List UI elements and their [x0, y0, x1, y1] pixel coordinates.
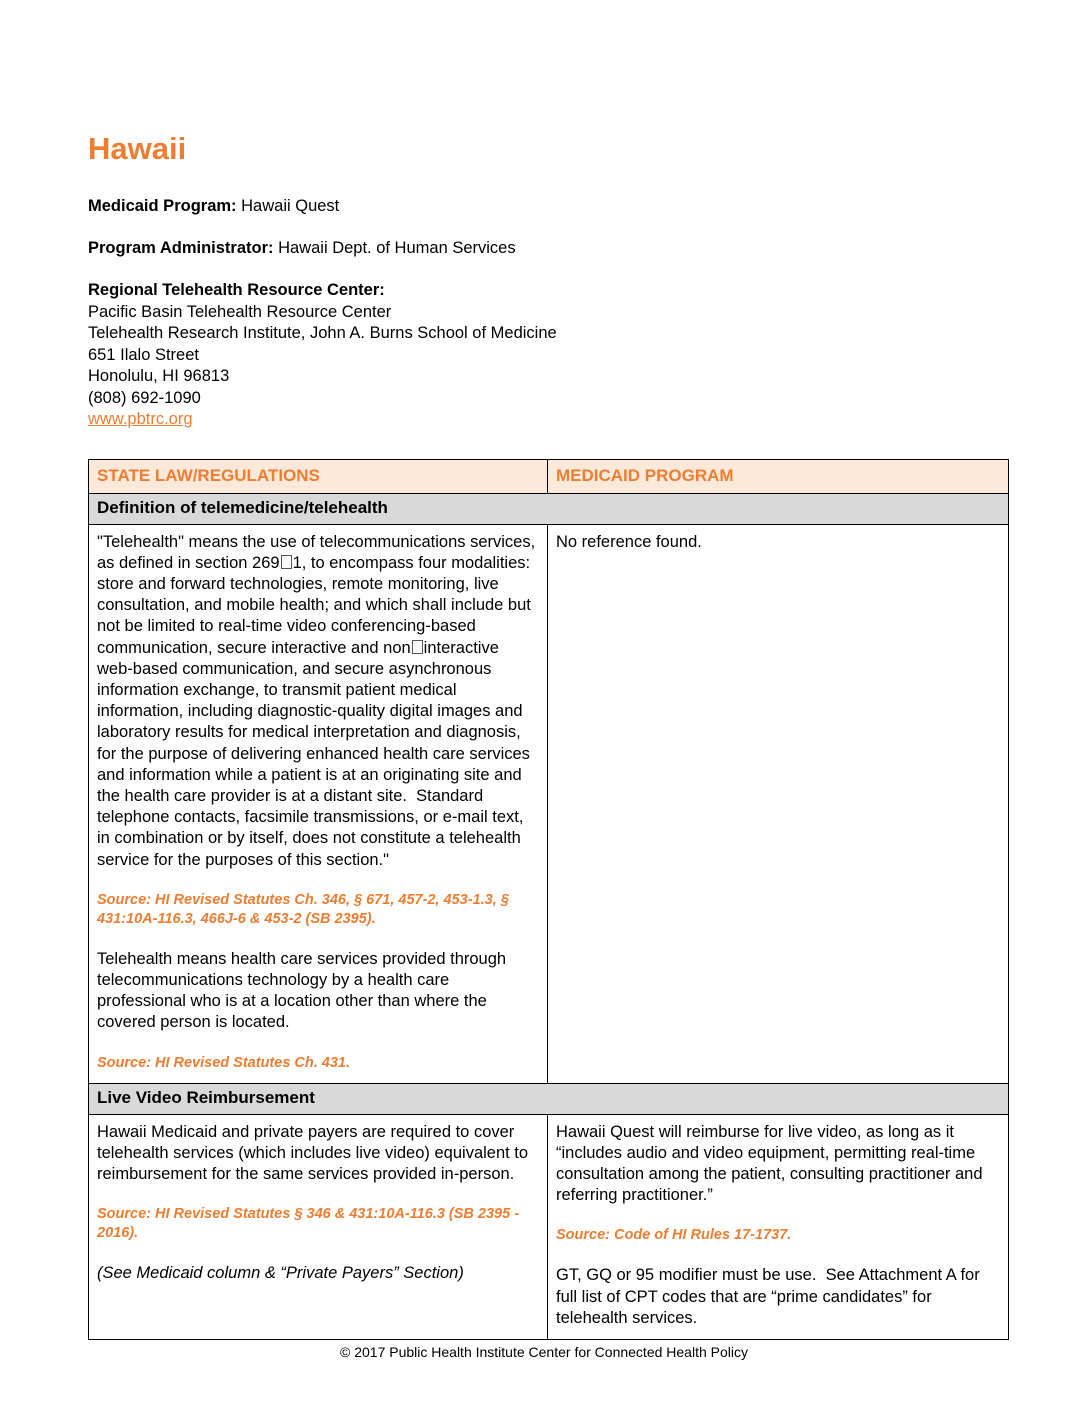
- definition-source-citation-2: Source: HI Revised Statutes Ch. 431.: [97, 1054, 351, 1071]
- policy-comparison-table: [88, 459, 1009, 1340]
- column-header-medicaid-program: MEDICAID PROGRAM: [548, 459, 1009, 493]
- live-video-state-law-cell: [89, 1114, 548, 1339]
- medicaid-program-line: [88, 196, 1008, 216]
- table-row-live-video: [89, 1114, 1009, 1339]
- live-video-medicaid-cell: [548, 1114, 1009, 1339]
- page-title: Hawaii: [88, 131, 187, 166]
- rtrc-street-address: 651 Ilalo Street: [88, 345, 199, 364]
- section-title-definition: Definition of telemedicine/telehealth: [89, 493, 1009, 524]
- definition-text-b: 1, to encompass four modalities: store and forward technologies, remote monitoring, live consultation, and mobile health; and which shall include but not be limited to real-time video conferencing-based communication, secure interactive and non: [97, 553, 540, 657]
- missing-glyph-box: [412, 640, 423, 654]
- definition-source-citation: Source: HI Revised Statutes Ch. 346, § 671, 457-2, 453-1.3, § 431:10A-116.3, 466J-6 & 453-2 (SB 2395).: [97, 891, 513, 927]
- medicaid-program-label: Medicaid Program:: [88, 197, 237, 215]
- live-video-medicaid-paragraph: Hawaii Quest will reimburse for live video, as long as it “includes audio and video equipment, permitting real-time consultation among the patient, consulting practitioner and referring practitioner.”: [556, 1122, 988, 1205]
- live-video-state-source-citation: Source: HI Revised Statutes § 346 & 431:10A-116.3 (SB 2395 - 2016).: [97, 1206, 524, 1242]
- section-title-live-video: Live Video Reimbursement: [89, 1083, 1009, 1114]
- rtrc-city-state-zip: Honolulu, HI 96813: [88, 367, 230, 385]
- table-header-row: [89, 459, 1009, 493]
- definition-medicaid-cell: [548, 524, 1009, 1083]
- section-header-row-definition: [89, 493, 1009, 524]
- rtrc-org-name: Pacific Basin Telehealth Resource Center: [88, 302, 392, 321]
- definition-second-paragraph: Telehealth means health care services provided through telecommunications technology by a health care professional who is at a location other than where the covered person is located.: [97, 949, 511, 1032]
- definition-paragraph: [97, 532, 538, 871]
- definition-text-a: "Telehealth" means the use of telecommunications services, as defined in section 269: [97, 532, 540, 572]
- telehealth-resource-center-block: [88, 280, 1008, 431]
- copyright-footer: © 2017 Public Health Institute Center for Connected Health Policy: [340, 1344, 748, 1360]
- column-header-state-law: STATE LAW/REGULATIONS: [89, 459, 548, 493]
- program-administrator-label: Program Administrator:: [88, 239, 274, 257]
- rtrc-website-link[interactable]: www.pbtrc.org: [88, 410, 193, 428]
- live-video-medicaid-source-citation: Source: Code of HI Rules 17-1737.: [556, 1227, 792, 1244]
- missing-glyph-box: [281, 555, 292, 569]
- program-administrator-value: Hawaii Dept. of Human Services: [278, 239, 516, 257]
- definition-state-law-cell: [89, 524, 548, 1083]
- live-video-state-paragraph: Hawaii Medicaid and private payers are required to cover telehealth services (which includes live video) equivalent to reimbursement for the same services provided in-person.: [97, 1122, 533, 1183]
- live-video-modifier-paragraph: GT, GQ or 95 modifier must be use. See Attachment A for full list of CPT codes that are “prime candidates” for telehealth services.: [556, 1266, 985, 1327]
- definition-text-c: interactive web-based communication, and secure asynchronous information exchange, to transmit patient medical information, including diagnostic-quality digital images and laboratory results for medical interpretation and diagnosis, for the purpose of delivering enhanced health care services and information while a patient is at an originating site and the health care provider is at a distant site. Standard telephone contacts, facsimile transmissions, or e-mail text, in combination or by itself, does not constitute a telehealth service for the purposes of this section.": [97, 638, 535, 869]
- section-header-row-live-video: [89, 1083, 1009, 1114]
- live-video-cross-reference-note: (See Medicaid column & “Private Payers” Section): [97, 1264, 464, 1283]
- table-row-definition: [89, 524, 1009, 1083]
- rtrc-phone: (808) 692-1090: [88, 388, 201, 407]
- program-administrator-line: [88, 238, 1008, 258]
- rtrc-institute: Telehealth Research Institute, John A. Burns School of Medicine: [88, 324, 557, 342]
- no-reference-text: No reference found.: [556, 532, 702, 551]
- document-content: [88, 0, 1008, 1340]
- rtrc-heading: Regional Telehealth Resource Center:: [88, 281, 385, 299]
- medicaid-program-value: Hawaii Quest: [241, 197, 340, 215]
